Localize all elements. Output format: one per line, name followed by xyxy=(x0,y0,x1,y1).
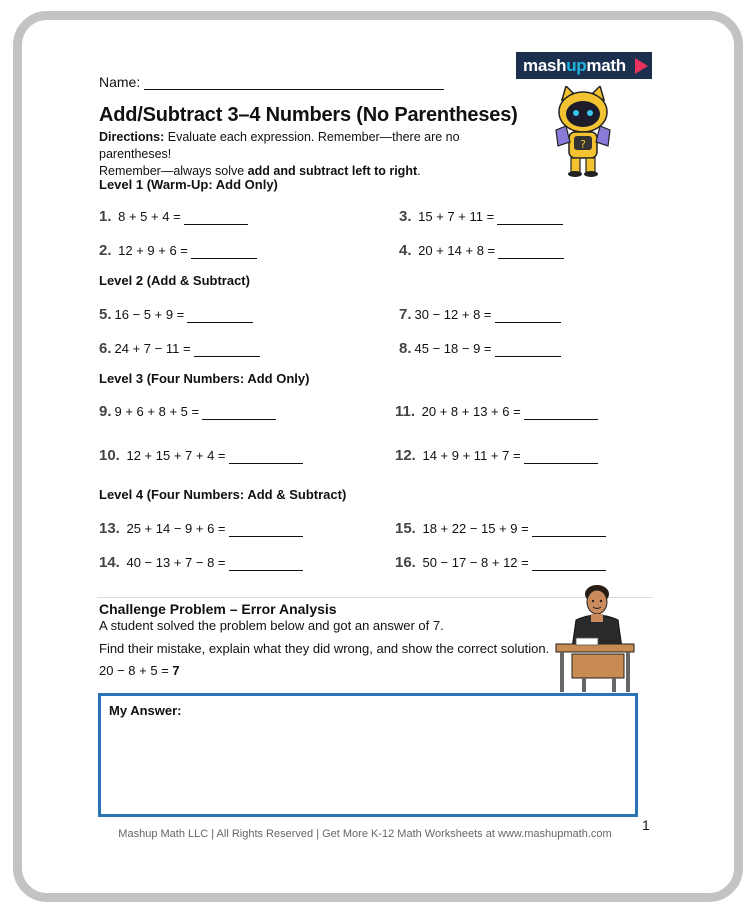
name-label: Name: xyxy=(99,74,141,90)
problem-expression: 12 + 15 + 7 + 4 = xyxy=(126,448,226,463)
problem-8 xyxy=(399,340,561,357)
problem-number: 4. xyxy=(399,242,412,259)
answer-blank[interactable] xyxy=(495,344,561,357)
problem-number: 7. xyxy=(399,306,412,323)
answer-blank[interactable] xyxy=(532,558,606,571)
problem-expression: 9 + 6 + 8 + 5 = xyxy=(114,404,200,419)
logo-text-c: math xyxy=(586,56,626,75)
page-title: Add/Subtract 3–4 Numbers (No Parentheses) xyxy=(99,104,518,126)
challenge-line-1: A student solved the problem below and got an answer of 7. xyxy=(99,618,444,633)
robot-cat-mascot-icon xyxy=(548,86,618,178)
answer-blank[interactable] xyxy=(202,407,276,420)
name-field[interactable] xyxy=(99,74,444,90)
problem-11 xyxy=(395,403,598,420)
level-1-heading: Level 1 (Warm-Up: Add Only) xyxy=(99,177,278,192)
student-at-desk-icon xyxy=(552,582,638,694)
problem-number: 15. xyxy=(395,520,416,537)
problem-number: 16. xyxy=(395,554,416,571)
challenge-expr: 20 − 8 + 5 = xyxy=(99,663,173,678)
problem-number: 9. xyxy=(99,403,112,420)
level-3-heading: Level 3 (Four Numbers: Add Only) xyxy=(99,371,310,386)
challenge-line-2: Find their mistake, explain what they did wrong, and show the correct solution. xyxy=(99,641,550,656)
problem-13 xyxy=(99,520,303,537)
problem-expression: 25 + 14 − 9 + 6 = xyxy=(126,521,226,536)
answer-blank[interactable] xyxy=(191,246,257,259)
mashupmath-logo xyxy=(516,52,652,79)
answer-blank[interactable] xyxy=(187,310,253,323)
answer-blank[interactable] xyxy=(229,558,303,571)
problem-expression: 12 + 9 + 6 = xyxy=(118,243,188,258)
problem-expression: 24 + 7 − 11 = xyxy=(114,341,191,356)
problem-expression: 50 − 17 − 8 + 12 = xyxy=(422,555,529,570)
problem-expression: 20 + 8 + 13 + 6 = xyxy=(421,404,521,419)
problem-7 xyxy=(399,306,561,323)
logo-text-b: up xyxy=(566,56,587,75)
problem-9 xyxy=(99,403,276,420)
problem-expression: 18 + 22 − 15 + 9 = xyxy=(422,521,529,536)
problem-expression: 45 − 18 − 9 = xyxy=(414,341,492,356)
problem-6 xyxy=(99,340,260,357)
directions-label: Directions: xyxy=(99,130,165,144)
problem-expression: 30 − 12 + 8 = xyxy=(414,307,492,322)
answer-label: My Answer: xyxy=(109,703,182,718)
directions-line2a: Remember—always solve xyxy=(99,164,248,178)
answer-blank[interactable] xyxy=(229,524,303,537)
problem-expression: 8 + 5 + 4 = xyxy=(118,209,181,224)
play-icon xyxy=(635,58,648,74)
problem-14 xyxy=(99,554,303,571)
answer-blank[interactable] xyxy=(184,212,248,225)
answer-blank[interactable] xyxy=(532,524,606,537)
problem-2 xyxy=(99,242,257,259)
problem-number: 13. xyxy=(99,520,120,537)
challenge-expression xyxy=(99,663,180,678)
problem-number: 11. xyxy=(395,403,416,420)
directions-line2b: add and subtract left to right xyxy=(247,164,418,178)
problem-number: 8. xyxy=(399,340,412,357)
problem-expression: 16 − 5 + 9 = xyxy=(114,307,185,322)
problem-number: 6. xyxy=(99,340,112,357)
footer: Mashup Math LLC | All Rights Reserved | Get More K-12 Math Worksheets at www.mashupmath.com xyxy=(118,828,612,840)
problem-number: 3. xyxy=(399,208,412,225)
problem-expression: 14 + 9 + 11 + 7 = xyxy=(422,448,521,463)
svg-text:?: ? xyxy=(580,138,586,151)
challenge-wrong-answer: 7 xyxy=(172,663,180,678)
problem-number: 5. xyxy=(99,306,112,323)
answer-blank[interactable] xyxy=(497,212,563,225)
directions-line2c: . xyxy=(417,164,421,178)
problem-expression: 40 − 13 + 7 − 8 = xyxy=(126,555,226,570)
answer-blank[interactable] xyxy=(524,451,598,464)
answer-blank[interactable] xyxy=(524,407,598,420)
problem-10 xyxy=(99,447,303,464)
problem-1 xyxy=(99,208,248,225)
answer-box[interactable] xyxy=(98,693,638,817)
level-4-heading: Level 4 (Four Numbers: Add & Subtract) xyxy=(99,487,347,502)
answer-blank[interactable] xyxy=(229,451,303,464)
problem-expression: 15 + 7 + 11 = xyxy=(418,209,495,224)
problem-12 xyxy=(395,447,598,464)
answer-blank[interactable] xyxy=(194,344,260,357)
challenge-title: Challenge Problem – Error Analysis xyxy=(99,601,337,617)
problem-3 xyxy=(399,208,563,225)
problem-number: 2. xyxy=(99,242,112,259)
directions xyxy=(99,129,529,180)
problem-expression: 20 + 14 + 8 = xyxy=(418,243,496,258)
problem-4 xyxy=(399,242,564,259)
logo-text-a: mash xyxy=(523,56,567,75)
name-line[interactable] xyxy=(144,75,444,90)
problem-number: 14. xyxy=(99,554,120,571)
problem-number: 12. xyxy=(395,447,416,464)
problem-15 xyxy=(395,520,606,537)
answer-blank[interactable] xyxy=(498,246,564,259)
directions-line1: Evaluate each expression. Remember—there are no parentheses! xyxy=(99,130,460,161)
problem-number: 1. xyxy=(99,208,112,225)
level-2-heading: Level 2 (Add & Subtract) xyxy=(99,273,250,288)
page-number: 1 xyxy=(642,817,650,833)
problem-number: 10. xyxy=(99,447,120,464)
answer-blank[interactable] xyxy=(495,310,561,323)
problem-5 xyxy=(99,306,253,323)
problem-16 xyxy=(395,554,606,571)
